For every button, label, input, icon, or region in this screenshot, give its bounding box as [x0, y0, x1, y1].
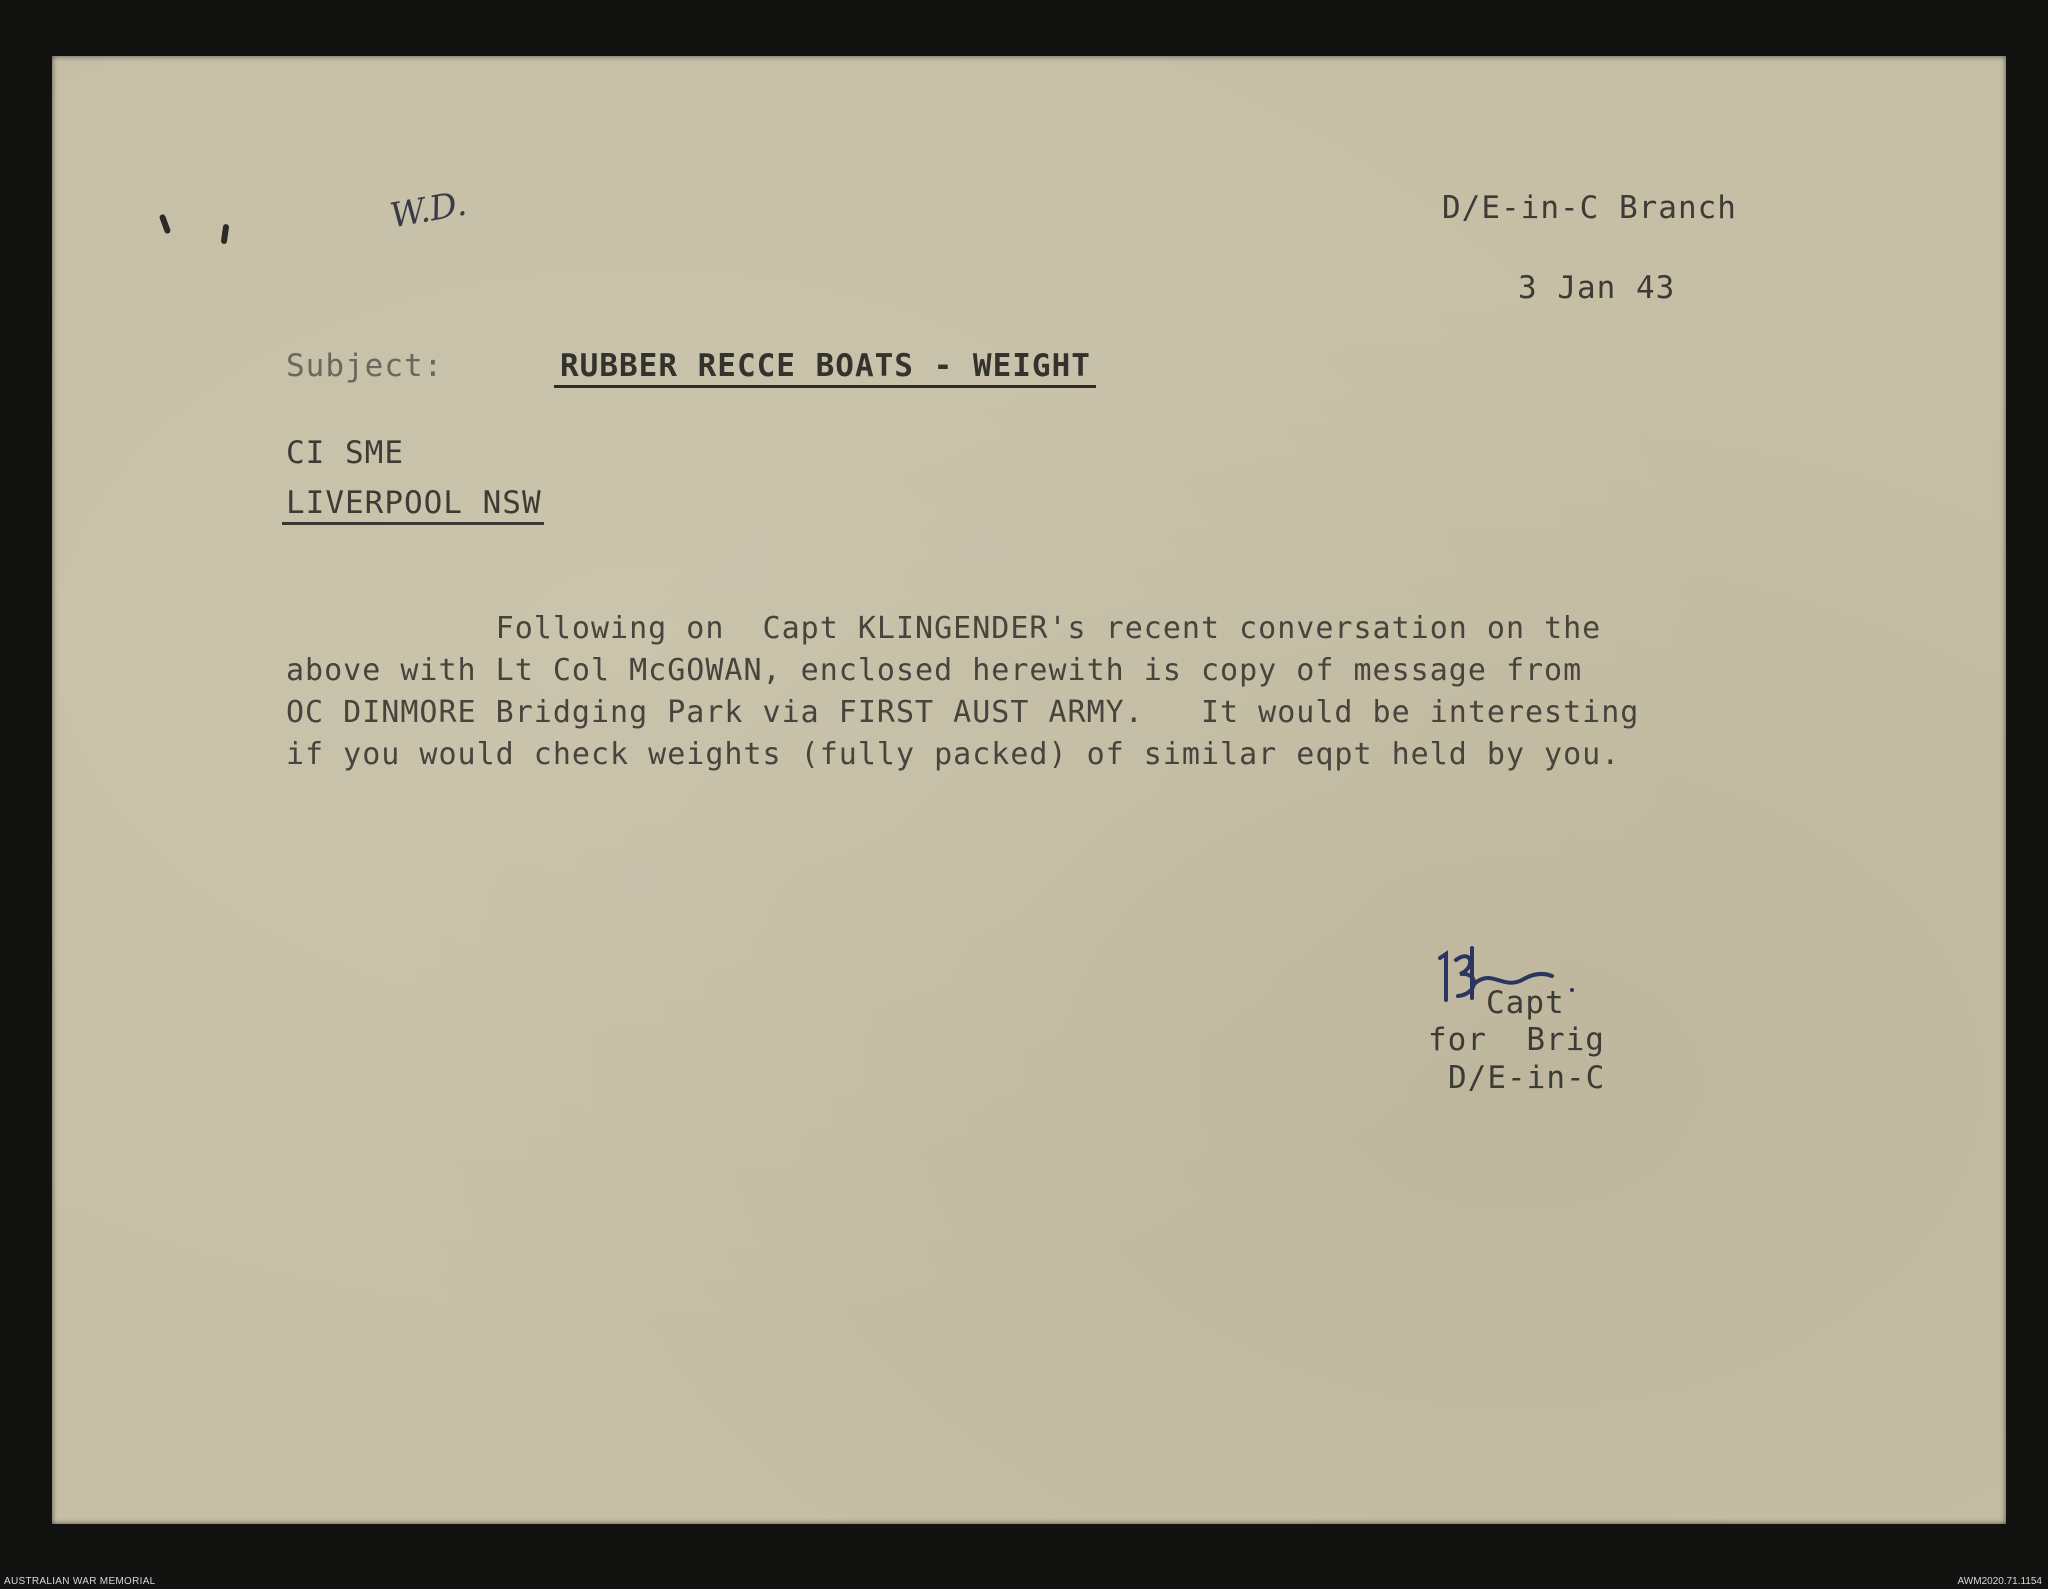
body-line: above with Lt Col McGOWAN, enclosed herewith is copy of message from [286, 653, 1583, 688]
signature-for-line: for Brig [1428, 1022, 1605, 1058]
subject-title: RUBBER RECCE BOATS - WEIGHT [560, 348, 1091, 384]
subject-label: Subject: [286, 348, 444, 384]
subject-underline [554, 385, 1096, 388]
addressee-line-1: CI SME [286, 435, 404, 471]
addressee-line-2: LIVERPOOL NSW [286, 485, 542, 521]
body-line: OC DINMORE Bridging Park via FIRST AUST ARMY. It would be interesting [286, 695, 1640, 730]
signature-office: D/E-in-C [1448, 1060, 1606, 1096]
document-page [52, 56, 2006, 1524]
footer-institution: AUSTRALIAN WAR MEMORIAL [4, 1576, 156, 1587]
body-paragraph [286, 608, 1756, 776]
handwritten-note: W.D. [387, 183, 470, 237]
footer-accession-number: AWM2020.71.1154 [1957, 1576, 2042, 1587]
addressee-underline [282, 522, 544, 525]
document-date: 3 Jan 43 [1518, 270, 1676, 306]
body-line: Following on Capt KLINGENDER's recent conversation on the [286, 611, 1602, 646]
branch-heading: D/E-in-C Branch [1442, 190, 1737, 226]
signature-rank: Capt [1486, 985, 1565, 1021]
body-line: if you would check weights (fully packed) of similar eqpt held by you. [286, 737, 1621, 772]
